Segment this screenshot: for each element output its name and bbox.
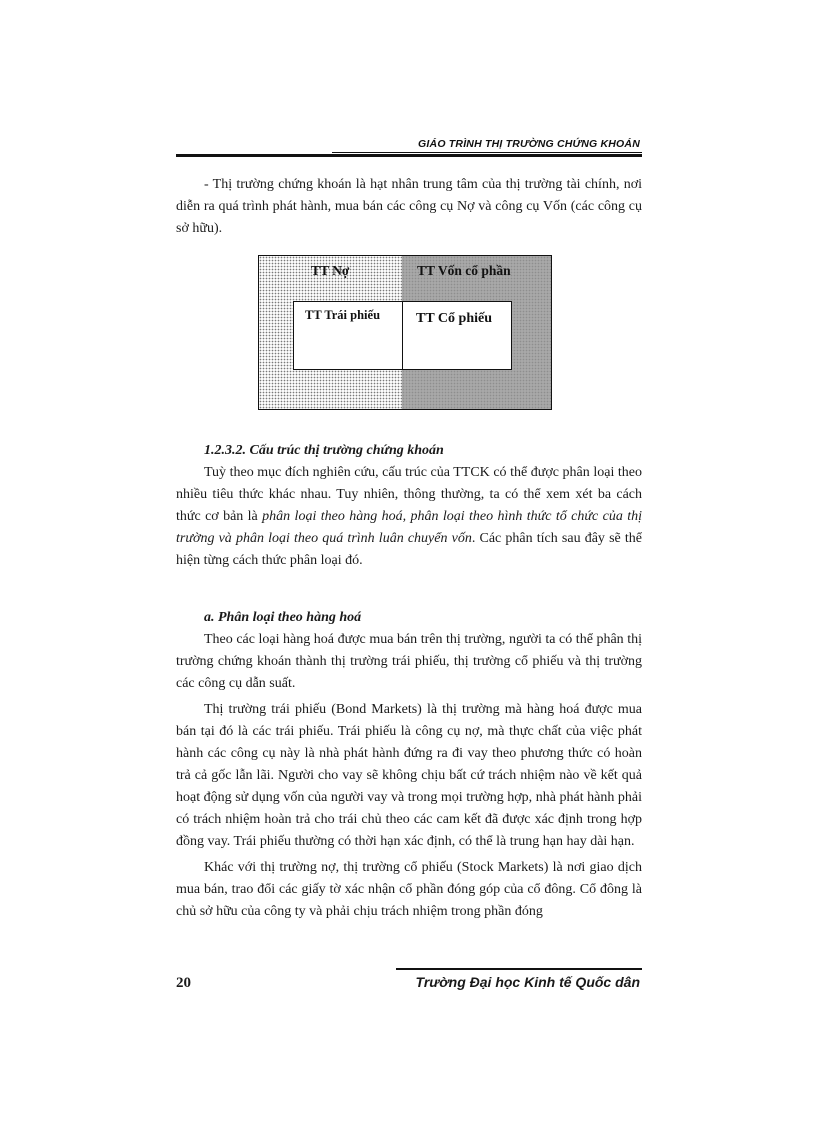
subsection-paragraph-1: Theo các loại hàng hoá được mua bán trên thị trường, người ta có thể phân thị trường chứng khoán thành thị trường trái phiếu, thị trường cổ phiếu và thị trường các công cụ dẫn suất.: [176, 632, 642, 691]
subsection-goods: [176, 607, 642, 923]
header-rule-thin: [332, 152, 642, 153]
section-para-italic: phân loại theo hàng hoá, phân loại theo hình thức tổ chức của thị trường và phân loại theo quá trình luân chuyển vốn: [176, 509, 642, 546]
footer-title: Trường Đại học Kinh tế Quốc dân: [415, 974, 640, 990]
section-paragraph: [176, 462, 642, 572]
section-para-text-end: . Các phân tích sau đây sẽ thể hiện từng cách thức phân loại đó.: [176, 531, 642, 568]
debt-market-label: TT Nợ: [311, 263, 350, 278]
intro-block: [176, 174, 642, 240]
market-structure-diagram: [258, 255, 552, 410]
stock-market-box: [402, 301, 512, 370]
subsection-paragraph-2: Thị trường trái phiếu (Bond Markets) là thị trường mà hàng hoá được mua bán tại đó là các trái phiếu. Trái phiếu là công cụ nợ, mà thực chất của việc phát hành các công cụ này là nhà phát hành đứng ra đi vay theo phương thức có hoàn trả cả gốc lẫn lãi. Người cho vay sẽ không chịu bất cứ trách nhiệm nào về kết quả hoạt động sử dụng vốn của người vay và trong mọi trường hợp, nhà phát hành phải có trách nhiệm hoàn trả cho trái chủ theo các cam kết đã được xác định trong hợp đồng vay. Trái phiếu thường có thời hạn xác định, có thể là trung hạn hay dài hạn.: [176, 702, 642, 849]
footer-rule: [396, 968, 642, 970]
section-structure: [176, 440, 642, 572]
bond-market-box: [293, 301, 403, 370]
section-heading: 1.2.3.2. Cấu trúc thị trường chứng khoán: [204, 443, 444, 458]
intro-paragraph: - Thị trường chứng khoán là hạt nhân trung tâm của thị trường tài chính, nơi diễn ra quá trình phát hành, mua bán các công cụ Nợ và công cụ Vốn (các công cụ sở hữu).: [176, 177, 642, 236]
header-title: GIÁO TRÌNH THỊ TRƯỜNG CHỨNG KHOÁN: [418, 138, 640, 150]
equity-market-label: TT Vốn cổ phần: [417, 263, 511, 278]
stock-market-label: TT Cổ phiếu: [416, 311, 492, 326]
page-number: 20: [176, 975, 191, 991]
section-para-text-start: Tuỳ theo mục đích nghiên cứu, cấu trúc của TTCK có thể được phân loại theo nhiều tiêu thức khác nhau. Tuy nhiên, thông thường, ta có thể xem xét ba cách thức cơ bản là: [176, 465, 642, 524]
bond-market-label: TT Trái phiếu: [305, 308, 381, 322]
subsection-paragraph-3: Khác với thị trường nợ, thị trường cổ phiếu (Stock Markets) là nơi giao dịch mua bán, trao đổi các giấy tờ xác nhận cổ phần đóng góp của cổ đông. Cổ đông là chủ sở hữu của công ty và phải chịu trách nhiệm trong phần đóng: [176, 860, 642, 919]
subsection-heading: a. Phân loại theo hàng hoá: [204, 610, 362, 625]
header-rule-thick: [176, 154, 642, 157]
